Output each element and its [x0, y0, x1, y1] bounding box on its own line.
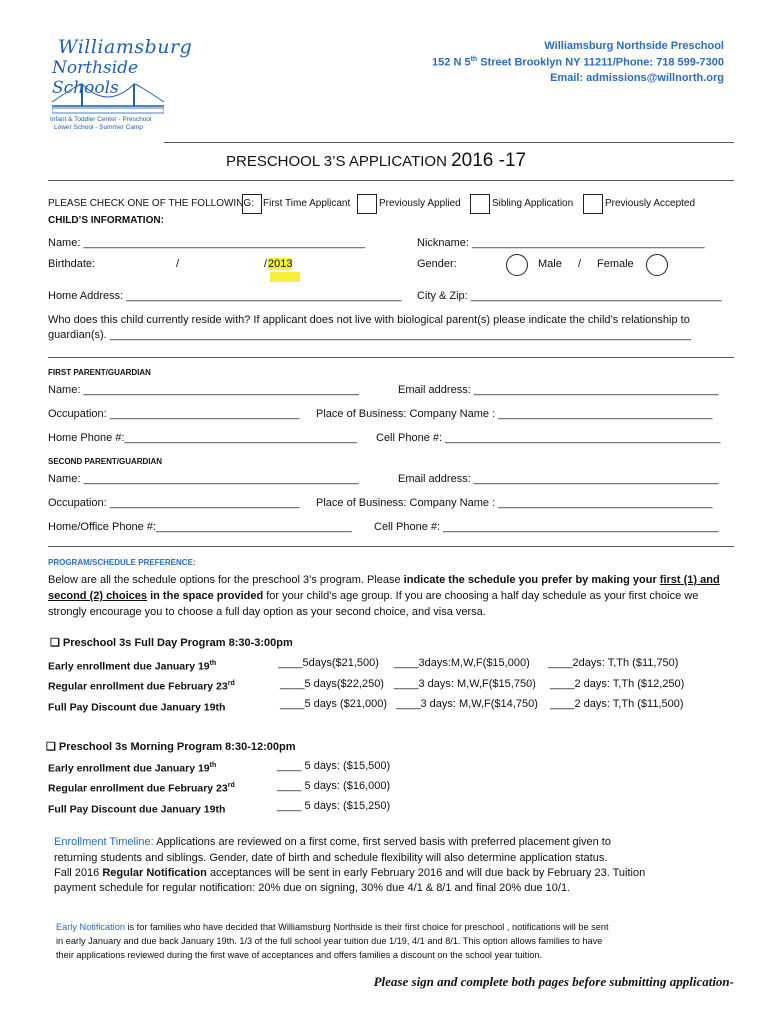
full-day-row-1-choice-1[interactable]: ____5days($21,500)	[278, 657, 379, 669]
early-line-2: in early January and due back January 19th. 1/3 of the full school year tuition due 1/19, 4/1 and 8/1. This option allows families to have	[56, 936, 603, 946]
program-intro-2: second (2) choices in the space provided for your child’s age group. If you are choosing a half day schedule as your first choice we	[48, 590, 699, 602]
first-time-label: First Time Applicant	[263, 198, 351, 209]
first-parent-business-field[interactable]: Place of Business: Company Name : ___________________________________	[316, 408, 713, 420]
child-nickname-field[interactable]: Nickname: ______________________________________	[417, 237, 705, 249]
full-day-row-3-label: Full Pay Discount due January 19th	[48, 701, 226, 714]
check-label: PLEASE CHECK ONE OF THE FOLLOWING:	[48, 198, 254, 209]
female-radio[interactable]	[646, 254, 668, 276]
morning-row-2-choice[interactable]: ____ 5 days: ($16,000)	[277, 780, 391, 792]
full-day-row-2-choice-3[interactable]: ____2 days: T,Th ($12,250)	[550, 678, 685, 690]
full-day-row-1-label: Early enrollment due January 19th	[48, 660, 217, 673]
full-day-row-3-choice-1[interactable]: ____5 days ($21,000)	[280, 698, 388, 710]
full-day-title: ❑ Preschool 3s Full Day Program 8:30-3:00pm	[50, 637, 293, 649]
timeline-line-3: Fall 2016 Regular Notification acceptances will be sent in early February 2016 and will due back by February 23. Tuition	[54, 867, 646, 879]
gender-label: Gender:	[417, 258, 457, 270]
second-parent-occupation-field[interactable]: Occupation: _______________________________	[48, 497, 300, 509]
second-parent-cell-phone-field[interactable]: Cell Phone #: _____________________________________________	[374, 521, 719, 533]
full-day-row-3-choice-2[interactable]: ____3 days: M,W,F($14,750)	[396, 698, 538, 710]
birthdate-label: Birthdate:	[48, 258, 96, 270]
full-day-row-1-choice-2[interactable]: ____3days:M,W,F($15,000)	[394, 657, 530, 669]
morning-row-1-choice[interactable]: ____ 5 days: ($15,500)	[277, 760, 391, 772]
first-parent-home-phone-field[interactable]: Home Phone #:______________________________________	[48, 432, 357, 444]
page-title: PRESCHOOL 3’S APPLICATION 2016 -17	[226, 150, 527, 171]
second-parent-office-phone-field[interactable]: Home/Office Phone #:________________________________	[48, 521, 352, 533]
first-parent-cell-phone-field[interactable]: Cell Phone #: _____________________________________________	[376, 432, 721, 444]
morning-title: ❑ Preschool 3s Morning Program 8:30-12:00pm	[46, 741, 296, 753]
first-parent-name-field[interactable]: Name: _____________________________________________	[48, 384, 359, 396]
first-parent-heading: FIRST PARENT/GUARDIAN	[48, 368, 151, 377]
morning-row-3-label: Full Pay Discount due January 19th	[48, 803, 226, 816]
previously-applied-label: Previously Applied	[379, 198, 461, 209]
previously-accepted-checkbox[interactable]	[583, 194, 603, 214]
school-name: Williamsburg Northside Preschool	[544, 40, 724, 52]
full-day-row-2-label: Regular enrollment due February 23rd	[48, 680, 235, 693]
second-parent-heading: SECOND PARENT/GUARDIAN	[48, 457, 163, 466]
logo-line2: Northside Schools	[52, 58, 139, 98]
city-zip-field[interactable]: City & Zip: _________________________________________	[417, 290, 722, 302]
child-section-rule	[48, 357, 734, 358]
full-day-row-3-choice-3[interactable]: ____2 days: T,Th ($11,500)	[550, 698, 684, 710]
logo-subtitle-2: Lower School - Summer Camp	[54, 124, 143, 131]
logo-line1: Williamsburg	[58, 36, 193, 58]
header-rule	[164, 142, 734, 143]
sibling-application-label: Sibling Application	[492, 198, 574, 209]
male-radio[interactable]	[506, 254, 528, 276]
timeline-line-4: payment schedule for regular notification: 20% due on signing, 30% due 4/1 & 8/1 and final 20% due 10/1.	[54, 882, 571, 894]
home-address-field[interactable]: Home Address: _____________________________________________	[48, 290, 402, 302]
guardian-field[interactable]: guardian(s). _______________________________________________________________________________________________	[48, 329, 691, 341]
early-line-3: their applications reviewed during the first wave of acceptances and offers families a discount on the school year tuition.	[56, 950, 543, 960]
footer-note: Please sign and complete both pages before submitting application-	[373, 974, 734, 989]
second-parent-name-field[interactable]: Name: _____________________________________________	[48, 473, 359, 485]
full-day-row-2-choice-2[interactable]: ____3 days: M,W,F($15,750)	[394, 678, 536, 690]
full-day-row-2-choice-1[interactable]: ____5 days($22,250)	[280, 678, 384, 690]
birthdate-year[interactable]: 2013	[268, 258, 293, 270]
school-email: Email: admissions@willnorth.org	[550, 72, 724, 84]
timeline-line-2: returning students and siblings. Gender, date of birth and schedule flexibility will also determine application status.	[54, 852, 608, 864]
school-logo	[48, 36, 193, 134]
morning-row-3-choice[interactable]: ____ 5 days: ($15,250)	[277, 800, 391, 812]
second-parent-business-field[interactable]: Place of Business: Company Name : ___________________________________	[316, 497, 713, 509]
birthdate-slash-1: /	[176, 258, 180, 270]
highlight-mark	[270, 272, 300, 282]
birthdate-slash-2: /	[264, 258, 268, 270]
school-address: 152 N 5th Street Brooklyn NY 11211/Phone: 718 599-7300	[432, 56, 724, 69]
first-parent-email-field[interactable]: Email address: ________________________________________	[398, 384, 719, 396]
first-parent-occupation-field[interactable]: Occupation: _______________________________	[48, 408, 300, 420]
logo-subtitle-1: Infant & Toddler Center - Preschool	[50, 116, 152, 123]
program-heading: PROGRAM/SCHEDULE PREFERENCE:	[48, 558, 196, 567]
bridge-icon	[52, 80, 164, 114]
title-rule	[48, 180, 734, 181]
morning-row-2-label: Regular enrollment due February 23rd	[48, 782, 235, 795]
program-intro-3: strongly encourage you to choose a full day option as your second choice, and visa versa.	[48, 606, 486, 618]
first-time-checkbox[interactable]	[242, 194, 262, 214]
child-info-heading: CHILD’S INFORMATION:	[48, 215, 164, 226]
previously-applied-checkbox[interactable]	[357, 194, 377, 214]
female-label: Female	[597, 258, 634, 270]
early-line-1: Early Notification is for families who have decided that Williamsburg Northside is their first choice for preschool , notifications will be sent	[56, 922, 609, 932]
second-parent-email-field[interactable]: Email address: ________________________________________	[398, 473, 719, 485]
male-label: Male	[538, 258, 562, 270]
gender-slash: /	[578, 258, 582, 270]
previously-accepted-label: Previously Accepted	[605, 198, 696, 209]
sibling-application-checkbox[interactable]	[470, 194, 490, 214]
reside-question: Who does this child currently reside with? If applicant does not live with biological parent(s) please indicate the child’s relationship to	[48, 314, 690, 326]
morning-row-1-label: Early enrollment due January 19th	[48, 762, 217, 775]
program-intro-1: Below are all the schedule options for the preschool 3’s program. Please indicate the schedule you prefer by making your first (1) and	[48, 574, 720, 586]
timeline-line-1: Enrollment Timeline: Applications are reviewed on a first come, first served basis with preferred placement given to	[54, 836, 611, 848]
parents-section-rule	[48, 546, 734, 547]
child-name-field[interactable]: Name: ______________________________________________	[48, 237, 365, 249]
full-day-row-1-choice-3[interactable]: ____2days: T,Th ($11,750)	[548, 657, 679, 669]
